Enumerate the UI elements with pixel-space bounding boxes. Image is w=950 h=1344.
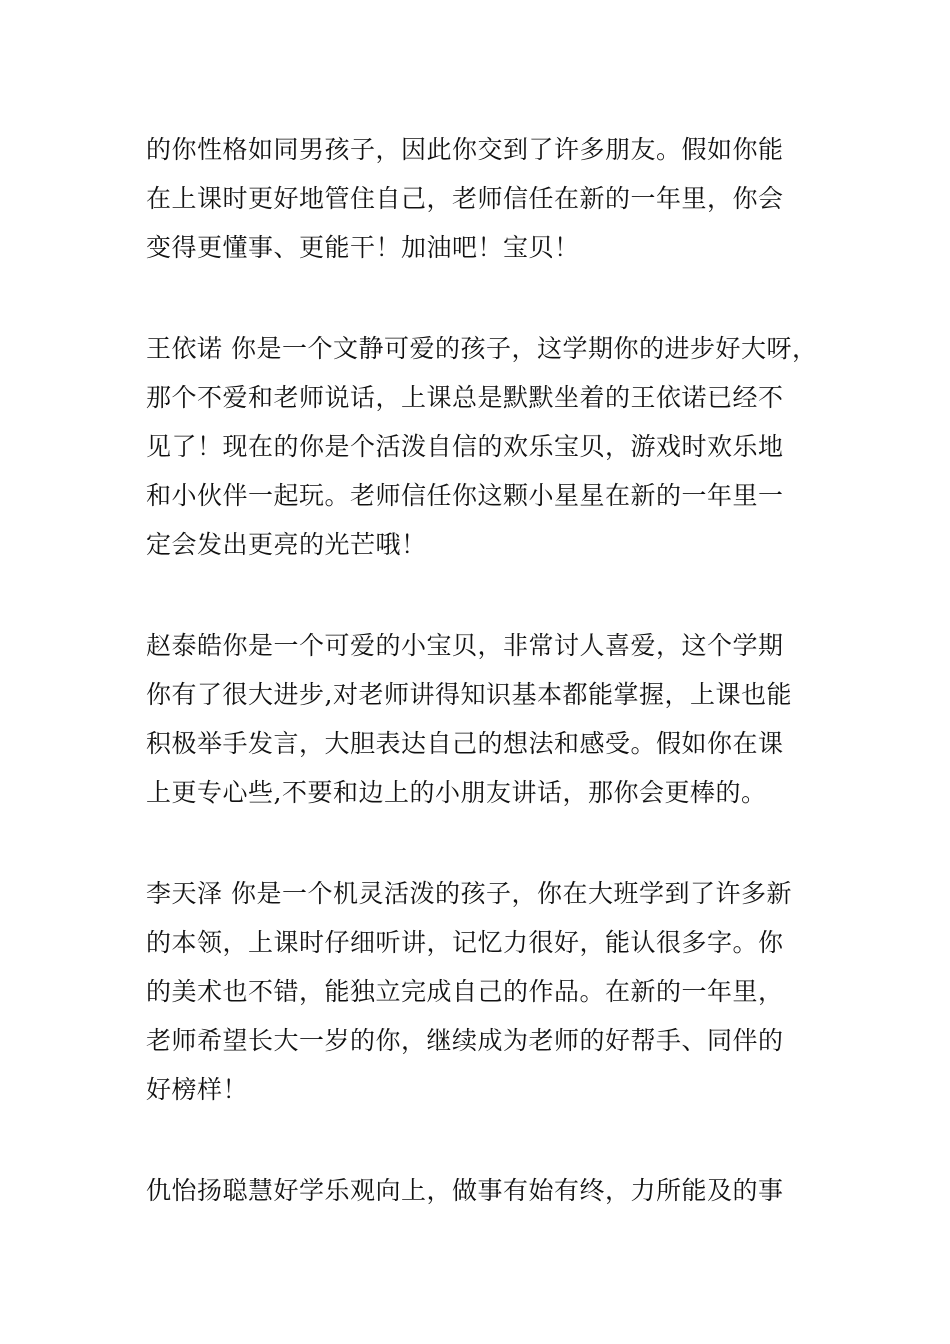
paragraph-2-line-2: 那个不爱和老师说话，上课总是默默坐着的王依诺已经不 <box>146 383 784 412</box>
paragraph-4-line-4: 老师希望长大一岁的你，继续成为老师的好帮手、同伴的 <box>146 1026 784 1055</box>
paragraph-3-line-3: 积极举手发言，大胆表达自己的想法和感受。假如你在课 <box>146 729 784 758</box>
paragraph-2-line-1: 王依诺 你是一个文静可爱的孩子，这学期你的进步好大呀， <box>146 334 818 363</box>
paragraph-2-line-3: 见了！现在的你是个活泼自信的欢乐宝贝，游戏时欢乐地 <box>146 432 784 461</box>
paragraph-5-line-1: 仇怡扬聪慧好学乐观向上，做事有始有终，力所能及的事 <box>146 1176 784 1205</box>
paragraph-1-line-3: 变得更懂事、更能干！加油吧！宝贝！ <box>146 233 580 262</box>
paragraph-4-line-3: 的美术也不错，能独立完成自己的作品。在新的一年里， <box>146 977 784 1006</box>
paragraph-1-line-2: 在上课时更好地管住自己，老师信任在新的一年里，你会 <box>146 184 784 213</box>
paragraph-3-line-1: 赵泰皓你是一个可爱的小宝贝，非常讨人喜爱，这个学期 <box>146 631 784 660</box>
paragraph-3-line-2: 你有了很大进步,对老师讲得知识基本都能掌握，上课也能 <box>146 680 792 709</box>
paragraph-2-line-4: 和小伙伴一起玩。老师信任你这颗小星星在新的一年里一 <box>146 481 784 510</box>
paragraph-4-line-2: 的本领，上课时仔细听讲，记忆力很好，能认很多字。你 <box>146 928 784 957</box>
paragraph-1-line-1: 的你性格如同男孩子，因此你交到了许多朋友。假如你能 <box>146 135 784 164</box>
paragraph-4-line-1: 李天泽 你是一个机灵活泼的孩子，你在大班学到了许多新 <box>146 879 792 908</box>
paragraph-4-line-5: 好榜样！ <box>146 1075 249 1104</box>
paragraph-3-line-4: 上更专心些,不要和边上的小朋友讲话，那你会更棒的。 <box>146 778 767 807</box>
paragraph-2-line-5: 定会发出更亮的光芒哦！ <box>146 530 427 559</box>
